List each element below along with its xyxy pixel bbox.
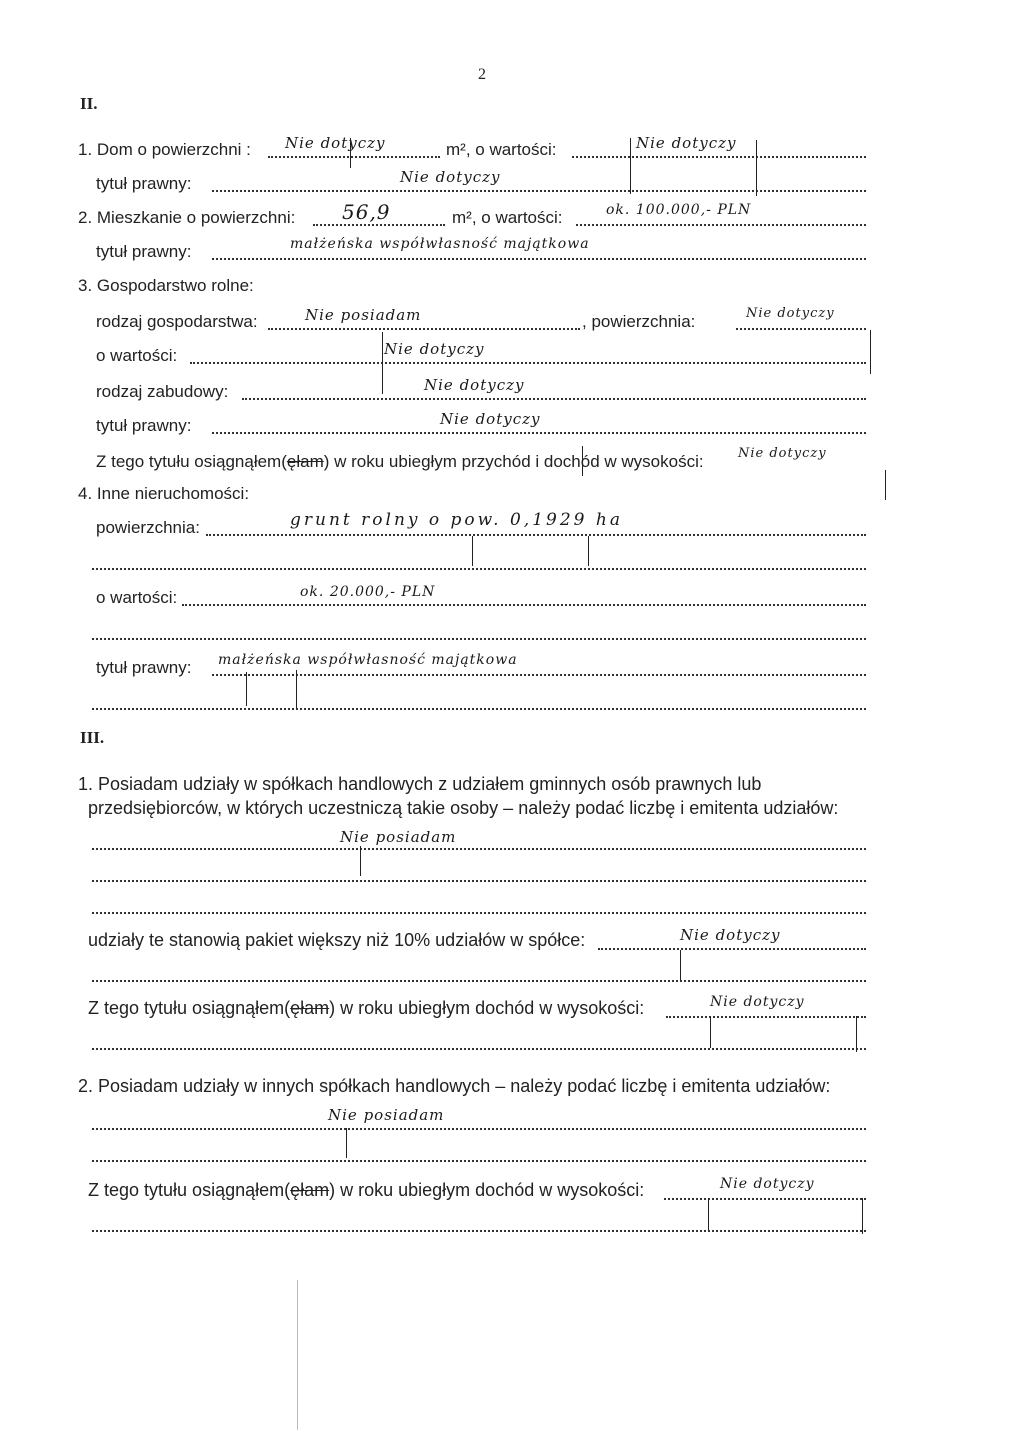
- other-worth-field-2: [92, 638, 866, 640]
- house-title-value: Nie dotyczy: [400, 168, 501, 186]
- pakiet-field: [598, 948, 866, 950]
- farm-worth-value: Nie dotyczy: [384, 340, 485, 358]
- farm-type-field: [268, 328, 580, 330]
- farm-worth-field: [190, 362, 866, 364]
- pen-stroke: [346, 1128, 347, 1158]
- farm-income-suffix: ) w roku ubiegłym przychód i dochód w wysokości:: [323, 452, 704, 471]
- section-ii-heading: II.: [80, 94, 98, 113]
- other-area-field-2: [92, 568, 866, 570]
- house-area-field: [268, 156, 440, 158]
- pen-stroke: [862, 1198, 863, 1234]
- pen-stroke: [382, 332, 383, 394]
- shares-gmina-income-field-2: [92, 1048, 866, 1050]
- other-worth-value: ok. 20.000,- PLN: [300, 584, 436, 600]
- pakiet-value: Nie dotyczy: [680, 926, 781, 944]
- other-area-label: powierzchnia:: [96, 518, 200, 537]
- farm-area-field: [736, 328, 866, 330]
- pakiet-label: udziały te stanowią pakiet większy niż 10% udziałów w spółce:: [88, 930, 586, 950]
- pen-stroke: [246, 672, 247, 706]
- house-worth-value: Nie dotyczy: [636, 134, 737, 152]
- pen-stroke: [630, 138, 631, 194]
- flat-title-value: małżeńska współwłasność majątkowa: [290, 236, 590, 252]
- shares-other-field-2: [92, 1160, 866, 1162]
- shares-gmina-income-label: [88, 998, 644, 1018]
- pen-stroke: [870, 330, 871, 374]
- pen-stroke: [680, 950, 681, 980]
- pen-stroke: [856, 1016, 857, 1052]
- other-area-value: grunt rolny o pow. 0,1929 ha: [290, 510, 623, 530]
- farm-type-label: rodzaj gospodarstwa:: [96, 312, 258, 331]
- flat-title-field: [212, 258, 866, 260]
- pen-stroke: [472, 536, 473, 566]
- shares-other-income-strike: ęłam: [290, 1180, 330, 1200]
- other-label: 4. Inne nieruchomości:: [78, 484, 250, 503]
- flat-label: 2. Mieszkanie o powierzchni:: [78, 208, 296, 227]
- shares-other-income-field: [664, 1198, 866, 1200]
- farm-building-label: rodzaj zabudowy:: [96, 382, 229, 401]
- other-title-field-2: [92, 708, 866, 710]
- pen-stroke: [582, 446, 583, 476]
- house-worth-field: [572, 156, 866, 158]
- shares-gmina-line2: przedsiębiorców, w których uczestniczą takie osoby – należy podać liczbę i emitenta udziałów:: [88, 798, 839, 818]
- farm-income-prefix: Z tego tytułu osiągnąłem(: [96, 452, 287, 471]
- pen-stroke: [885, 470, 886, 500]
- pen-stroke: [350, 138, 351, 168]
- flat-m2-label: m², o wartości:: [452, 208, 563, 227]
- shares-other-field: [92, 1128, 866, 1130]
- farm-income-label: [96, 452, 704, 472]
- flat-area-field: [313, 224, 445, 226]
- shares-other-value: Nie posiadam: [328, 1106, 445, 1124]
- farm-building-field: [242, 398, 866, 400]
- farm-title-field: [212, 432, 866, 434]
- shares-gmina-field-2: [92, 880, 866, 882]
- shares-gmina-income-value: Nie dotyczy: [710, 994, 805, 1010]
- shares-other-income-field-2: [92, 1230, 866, 1232]
- pen-stroke: [588, 536, 589, 566]
- farm-area-value: Nie dotyczy: [746, 306, 835, 321]
- scan-artifact-line: [297, 1280, 298, 1430]
- other-title-label: tytuł prawny:: [96, 658, 192, 677]
- other-title-field: [212, 674, 866, 676]
- shares-other-income-suffix: ) w roku ubiegłym dochód w wysokości:: [329, 1180, 645, 1200]
- farm-worth-label: o wartości:: [96, 346, 178, 365]
- shares-gmina-income-suffix: ) w roku ubiegłym dochód w wysokości:: [329, 998, 645, 1018]
- shares-gmina-value: Nie posiadam: [340, 828, 457, 846]
- shares-other-income-label: [88, 1180, 644, 1200]
- other-title-value: małżeńska współwłasność majątkowa: [218, 652, 518, 668]
- pen-stroke: [360, 846, 361, 876]
- other-worth-field: [182, 604, 866, 606]
- shares-gmina-field-3: [92, 912, 866, 914]
- house-m2-label: m², o wartości:: [446, 140, 557, 159]
- house-title-field: [212, 190, 866, 192]
- page-number: 2: [478, 66, 486, 83]
- flat-worth-field: [576, 224, 866, 226]
- flat-area-value: 56,9: [342, 200, 391, 224]
- shares-gmina-income-prefix: Z tego tytułu osiągnąłem(: [88, 998, 291, 1018]
- pen-stroke: [296, 670, 297, 708]
- shares-other-line1: 2. Posiadam udziały w innych spółkach handlowych – należy podać liczbę i emitenta udziałów:: [78, 1076, 831, 1096]
- flat-worth-value: ok. 100.000,- PLN: [606, 202, 752, 218]
- farm-income-strike: ęłam: [286, 452, 324, 471]
- pen-stroke: [710, 1016, 711, 1048]
- house-title-label: tytuł prawny:: [96, 174, 192, 193]
- other-worth-label: o wartości:: [96, 588, 178, 607]
- house-area-value: Nie dotyczy: [285, 134, 386, 152]
- flat-title-label: tytuł prawny:: [96, 242, 192, 261]
- shares-other-income-value: Nie dotyczy: [720, 1176, 815, 1192]
- section-iii-heading: III.: [80, 728, 105, 747]
- farm-label: 3. Gospodarstwo rolne:: [78, 276, 254, 295]
- other-area-field: [206, 534, 866, 536]
- pen-stroke: [708, 1198, 709, 1230]
- farm-title-value: Nie dotyczy: [440, 410, 541, 428]
- farm-area-label: , powierzchnia:: [582, 312, 696, 331]
- farm-type-value: Nie posiadam: [305, 306, 422, 324]
- pakiet-field-2: [92, 980, 866, 982]
- house-label: 1. Dom o powierzchni :: [78, 140, 251, 159]
- shares-gmina-income-field: [666, 1016, 866, 1018]
- farm-building-value: Nie dotyczy: [424, 376, 525, 394]
- shares-gmina-field: [92, 848, 866, 850]
- farm-income-value: Nie dotyczy: [738, 446, 827, 461]
- shares-gmina-income-strike: ęłam: [290, 998, 330, 1018]
- pen-stroke: [756, 140, 757, 196]
- shares-gmina-line1: 1. Posiadam udziały w spółkach handlowych z udziałem gminnych osób prawnych lub: [78, 774, 762, 794]
- shares-other-income-prefix: Z tego tytułu osiągnąłem(: [88, 1180, 291, 1200]
- farm-title-label: tytuł prawny:: [96, 416, 192, 435]
